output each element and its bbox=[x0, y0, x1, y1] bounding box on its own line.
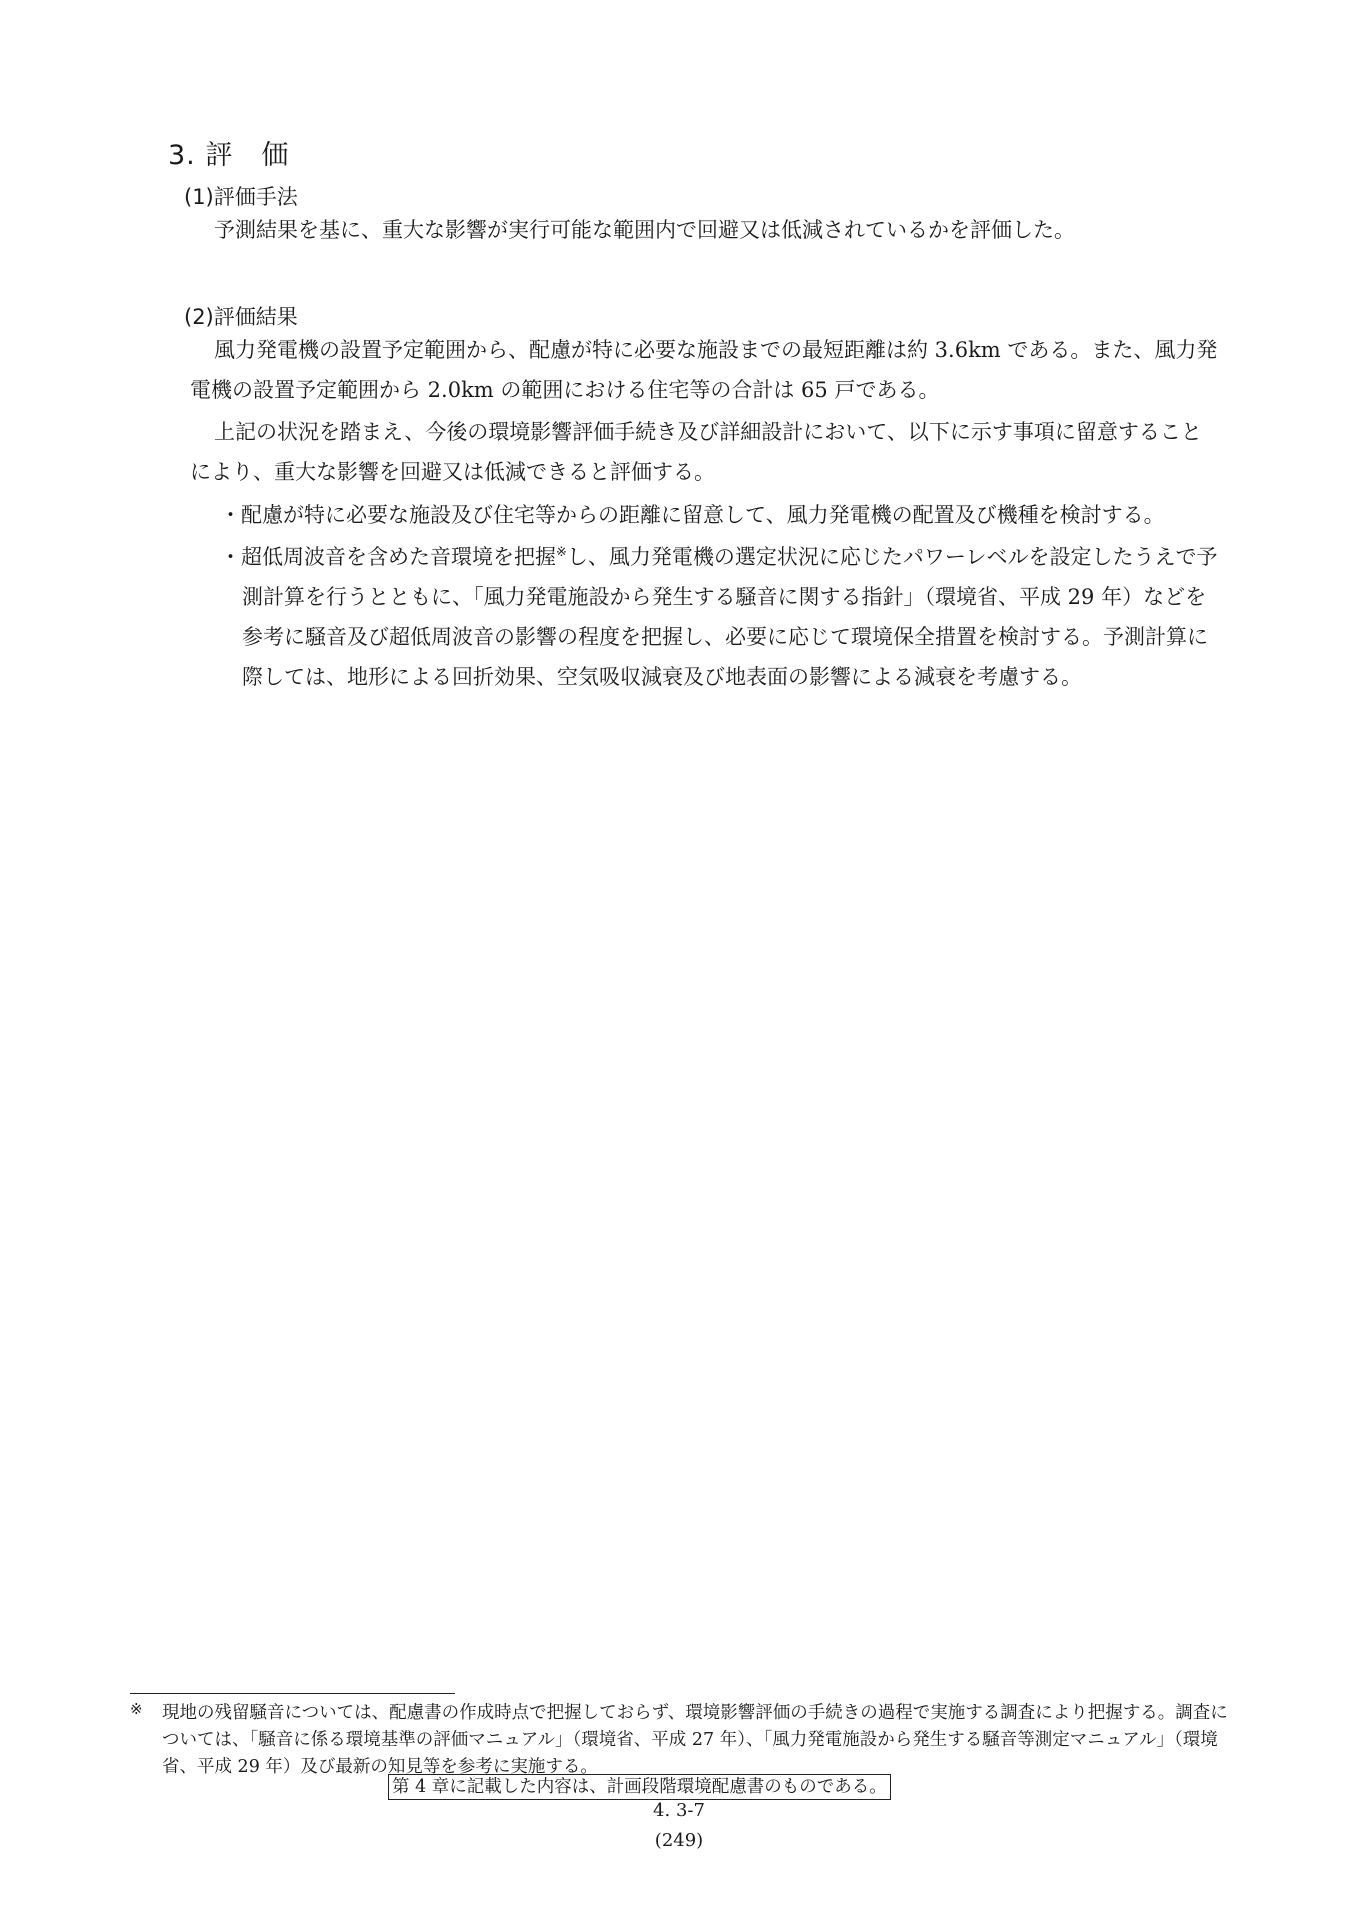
footnote-divider bbox=[130, 1693, 455, 1694]
results-paragraph-2: 上記の状況を踏まえ、今後の環境影響評価手続き及び詳細設計において、以下に示す事項に留意することにより、重大な影響を回避又は低減できると評価する。 bbox=[190, 420, 1202, 484]
page-total-number: (249) bbox=[654, 1830, 704, 1851]
bullet-text-end: し、風力発電機の選定状況に応じたパワーレベルを設定したうえで予測計算を行うとともに、「風力発電施設から発生する騒音に関する指針」（環境省、平成 29 年）などを参考に騒音及び超低周波音の影響の程度を把握し、必要に応じて環境保全措置を検討する。予測計算に際しては、地形による回折効果、空気吸収減衰及び地表面の影響による減衰を考慮する。 bbox=[242, 545, 1218, 689]
results-heading: (2)評価結果 bbox=[184, 305, 298, 329]
footnote-text: 現地の残留騒音については、配慮書の作成時点で把握しておらず、環境影響評価の手続きの過程で実施する調査により把握する。調査については、「騒音に係る環境基準の評価マニュアル」（環境省、平成 27 年）、「風力発電施設から発生する騒音等測定マニュアル」（環境省、平成 29 年）及び最新の知見等を参考に実施する。 bbox=[162, 1703, 1228, 1777]
notice-box: 第 4 章に記載した内容は、計画段階環境配慮書のものである。 bbox=[388, 1774, 891, 1800]
footnote-mark: ※ bbox=[130, 1700, 143, 1718]
results-paragraph-1: 風力発電機の設置予定範囲から、配慮が特に必要な施設までの最短距離は約 3.6km である。また、風力発電機の設置予定範囲から 2.0km の範囲における住宅等の合計は 65 戸である。 bbox=[190, 338, 1218, 402]
footnote-reference: ※ bbox=[556, 545, 567, 560]
list-item: ・配慮が特に必要な施設及び住宅等からの距離に留意して、風力発電機の配置及び機種を検討する。 bbox=[220, 503, 1165, 527]
page-number: 4. 3-7 bbox=[653, 1800, 705, 1821]
list-item bbox=[220, 537, 1220, 697]
footnote bbox=[130, 1700, 1230, 1781]
measures-list bbox=[220, 495, 1220, 699]
method-heading: (1)評価手法 bbox=[184, 185, 298, 209]
bullet-text-start: ・超低周波音を含めた音環境を把握 bbox=[220, 545, 556, 569]
method-text: 予測結果を基に、重大な影響が実行可能な範囲内で回避又は低減されているかを評価した。 bbox=[214, 218, 1075, 242]
section-title: 3. 評 価 bbox=[168, 140, 290, 171]
